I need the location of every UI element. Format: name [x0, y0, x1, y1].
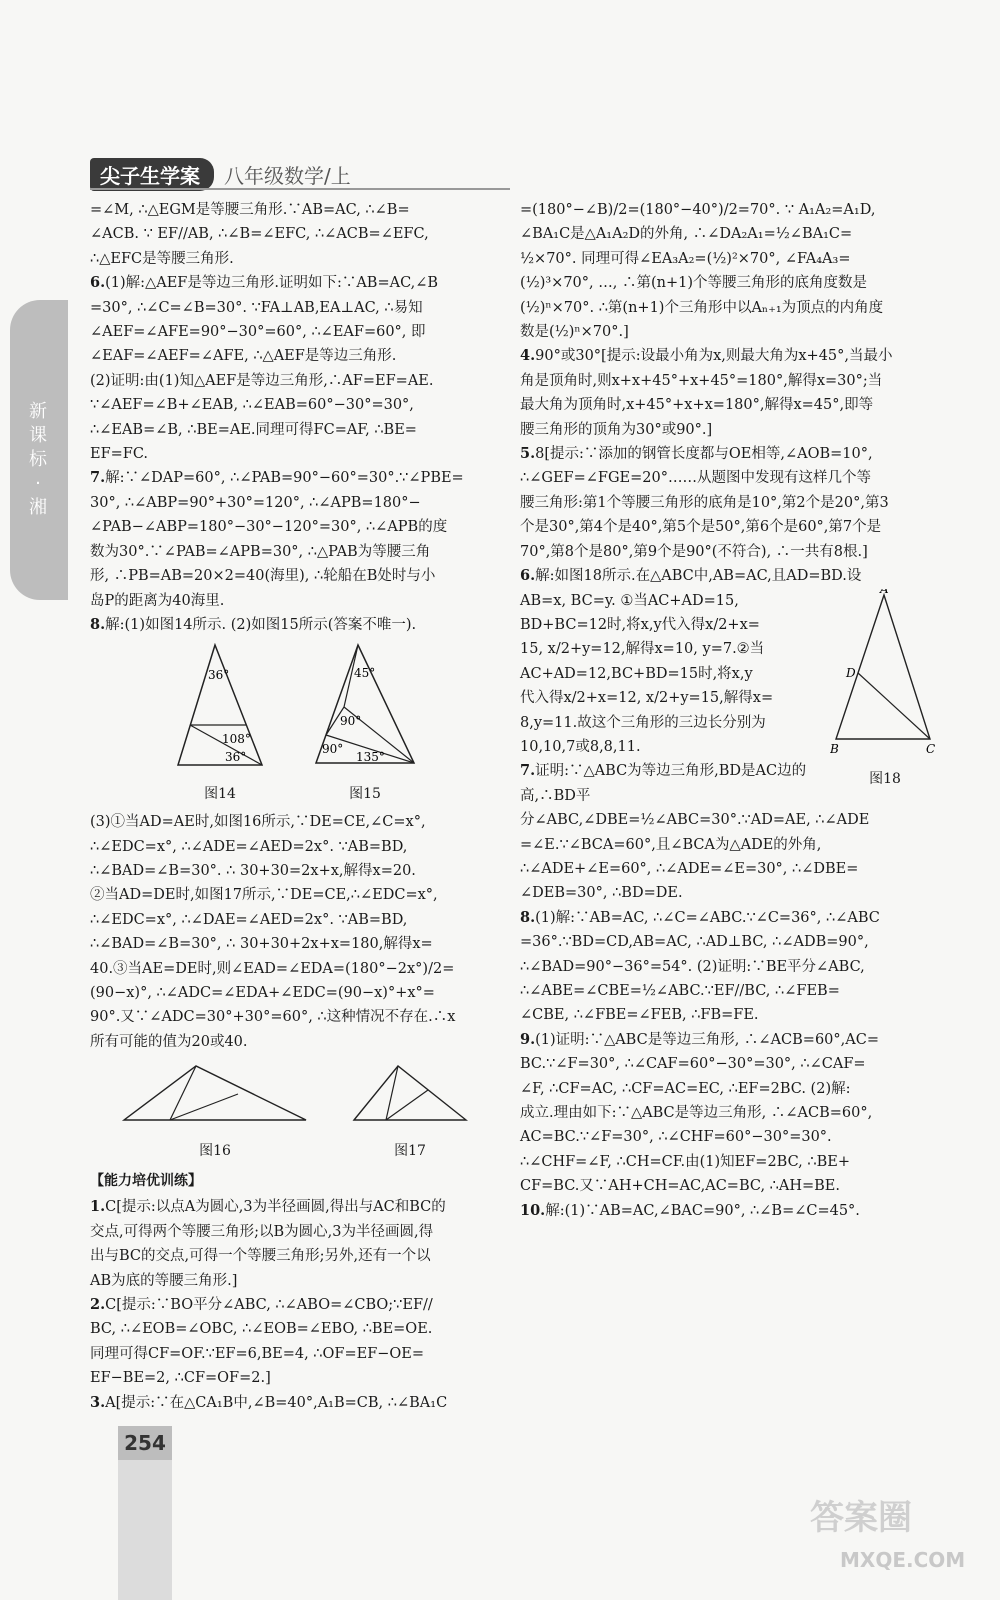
- side-tab: [10, 300, 68, 600]
- choice-1: [90, 1195, 500, 1219]
- text-line: CF=BC.又∵AH+CH=AC,AC=BC, ∴AH=BE.: [520, 1178, 841, 1195]
- question-number: 6.: [520, 567, 536, 585]
- text-line: (2)证明:由(1)知△AEF是等边三角形,∴AF=EF=AE.: [90, 372, 434, 389]
- text-line: ∴∠CHF=∠F, ∴CH=CF.由(1)知EF=2BC, ∴BE+: [520, 1153, 851, 1170]
- question-number: 6.: [90, 274, 106, 292]
- fig15-angle-c: 135°: [356, 750, 385, 765]
- text-line: AC+AD=12,BC+BD=15时,将x,y: [520, 665, 753, 682]
- text-line: 解:∵∠DAP=60°, ∴∠PAB=90°−60°=30°.∵∠PBE=: [105, 470, 464, 487]
- text-line: 最大角为顶角时,x+45°+x+x=180°,解得x=45°,即等: [520, 397, 874, 414]
- figure-14-diagram: [170, 643, 270, 773]
- text-line: ∠ACB. ∵ EF//AB, ∴∠B=∠EFC, ∴∠ACB=∠EFC,: [90, 226, 429, 243]
- text-line: ∴∠EDC=x°, ∴∠DAE=∠AED=2x°. ∵AB=BD,: [90, 911, 408, 928]
- text-line: (90−x)°, ∴∠ADC=∠EDA+∠EDC=(90−x)°+x°=: [90, 984, 435, 1001]
- text-line: ½×70°. 同理可得∠EA₃A₂=(½)²×70°, ∠FA₄A₃=: [520, 250, 851, 267]
- figure-15: [310, 643, 420, 806]
- svg-text:D: D: [846, 665, 856, 680]
- text-line: 解:(1)如图14所示. (2)如图15所示(答案不唯一).: [105, 616, 417, 633]
- text-line: 40.③当AE=DE时,则∠EAD=∠EDA=(180°−2x°)/2=: [90, 960, 455, 977]
- choice-4: [520, 344, 940, 368]
- text-line: 腰三角形的顶角为30°或90°.]: [520, 421, 713, 438]
- text-line: 同理可得CF=OF.∵EF=6,BE=4, ∴OF=EF−OE=: [90, 1345, 425, 1362]
- text-line: ∴∠BAD=∠B=30°, ∴ 30+30+2x+x=180,解得x=: [90, 936, 433, 953]
- text-line: ∠CBE, ∴∠FBE=∠FEB, ∴FB=FE.: [520, 1007, 759, 1024]
- text-line: 解:(1)∵AB=AC,∠BAC=90°, ∴∠B=∠C=45°.: [545, 1202, 860, 1219]
- question-number: 9.: [520, 1030, 536, 1048]
- fig14-angle-bottom: 36°: [225, 750, 247, 765]
- question-number: 5.: [520, 445, 536, 463]
- text-line: =∠E.∵∠BCA=60°,且∠BCA为△ADE的外角,: [520, 836, 822, 853]
- side-label: 新课标·湘: [29, 401, 49, 518]
- svg-text:B: B: [830, 741, 839, 756]
- figures-14-15: [90, 643, 500, 806]
- text-line: EF−BE=2, ∴CF=OF=2.]: [90, 1370, 271, 1387]
- text-line: ∠AEF=∠AFE=90°−30°=60°, ∴∠EAF=60°, 即: [90, 324, 426, 341]
- text-line: 70°,第8个是80°,第9个是90°(不符合), ∴一共有8根.]: [520, 543, 868, 560]
- question-number: 4.: [520, 347, 536, 365]
- figure-18: [830, 589, 940, 792]
- text-line: ∴△EFC是等腰三角形.: [90, 250, 234, 267]
- text-line: 数是(½)ⁿ×70°.]: [520, 324, 629, 341]
- figure-17-diagram: [350, 1060, 470, 1130]
- text-line: 腰三角形:第1个等腰三角形的底角是10°,第2个是20°,第3: [520, 494, 889, 511]
- text-line: 90°或30°[提示:设最小角为x,则最大角为x+45°,当最小: [535, 348, 893, 365]
- figure-17: [350, 1060, 470, 1163]
- watermark-logo: 答案圈: [810, 1498, 912, 1538]
- text-line: ∠EAF=∠AEF=∠AFE, ∴△AEF是等边三角形.: [90, 348, 397, 365]
- text-line: 成立.理由如下:∵△ABC是等边三角形, ∴∠ACB=60°,: [520, 1105, 873, 1122]
- choice-2: [90, 1293, 500, 1317]
- text-line: ∠PAB−∠ABP=180°−30°−120°=30°, ∴∠APB的度: [90, 519, 448, 536]
- figure-14-caption: 图14: [204, 785, 236, 802]
- text-line: ∠DEB=30°, ∴BD=DE.: [520, 885, 683, 902]
- text-line: 15, x/2+y=12,解得x=10, y=7.②当: [520, 641, 765, 658]
- text-line: ∠BA₁C是△A₁A₂D的外角, ∴∠DA₂A₁=½∠BA₁C=: [520, 226, 853, 243]
- section-title: 【能力培优训练】: [90, 1173, 202, 1189]
- question-6-right: [520, 564, 940, 588]
- text-line: 岛P的距离为40海里.: [90, 592, 225, 609]
- text-line: =30°, ∴∠C=∠B=30°. ∵FA⊥AB,EA⊥AC, ∴易知: [90, 299, 423, 316]
- question-number: 10.: [520, 1201, 546, 1219]
- text-line: ∵∠AEF=∠B+∠EAB, ∴∠EAB=60°−30°=30°,: [90, 397, 414, 414]
- question-10-right: [520, 1199, 940, 1223]
- text-line: ∴∠GEF=∠FGE=20°……从题图中发现有这样几个等: [520, 470, 871, 487]
- text-line: C[提示:以点A为圆心,3为半径画圆,得出与AC和BC的: [105, 1199, 446, 1216]
- choice-3: [90, 1391, 500, 1415]
- text-line: AB=x, BC=y. ①当AC+AD=15,: [520, 592, 739, 609]
- fig15-angle-top: 45°: [354, 666, 376, 681]
- text-line: =36°.∵BD=CD,AB=AC, ∴AD⊥BC, ∴∠ADB=90°,: [520, 934, 869, 951]
- figure-15-diagram: [310, 643, 420, 773]
- text-line: 证明:∵△ABC为等边三角形,BD是AC边的高,∴BD平: [520, 763, 807, 804]
- text-line: 10,10,7或8,8,11.: [520, 738, 641, 755]
- text-line: BD+BC=12时,将x,y代入得x/2+x=: [520, 616, 760, 633]
- text-line: ∴∠BAD=∠B=30°. ∴ 30+30=2x+x,解得x=20.: [90, 862, 416, 879]
- question-number: 3.: [90, 1393, 106, 1411]
- question-number: 7.: [520, 762, 536, 780]
- figure-16-diagram: [120, 1060, 310, 1130]
- svg-text:C: C: [926, 741, 936, 756]
- figure-16: [120, 1060, 310, 1163]
- text-line: EF=FC.: [90, 446, 149, 463]
- fig15-angle-b: 90°: [322, 742, 344, 757]
- watermark-url: MXQE.COM: [840, 1548, 966, 1572]
- question-number: 8.: [90, 615, 106, 633]
- text-line: A[提示:∵在△CA₁B中,∠B=40°,A₁B=CB, ∴∠BA₁C: [105, 1394, 448, 1411]
- text-line: (1)解:∵AB=AC, ∴∠C=∠ABC.∵∠C=36°, ∴∠ABC: [535, 909, 880, 926]
- question-8: [90, 613, 500, 637]
- text-line: (½)³×70°, …, ∴第(n+1)个等腰三角形的底角度数是: [520, 275, 867, 292]
- text-line: (1)解:△AEF是等边三角形.证明如下:∵AB=AC,∠B: [105, 275, 439, 292]
- question-8-right: [520, 906, 940, 930]
- page-number: 254: [118, 1426, 172, 1460]
- text-line: BC, ∴∠EOB=∠OBC, ∴∠EOB=∠EBO, ∴BE=OE.: [90, 1321, 433, 1338]
- question-7: [90, 466, 500, 490]
- text-line: ∴∠BAD=90°−36°=54°. (2)证明:∵BE平分∠ABC,: [520, 958, 865, 975]
- figure-15-caption: 图15: [349, 785, 381, 802]
- subject-title: 八年级数学/上: [224, 163, 351, 188]
- figure-16-caption: 图16: [199, 1142, 231, 1159]
- header-divider: [90, 188, 510, 190]
- text-line: ∴∠ABE=∠CBE=½∠ABC.∵EF//BC, ∴∠FEB=: [520, 983, 840, 999]
- text-line: (1)证明:∵△ABC是等边三角形, ∴∠ACB=60°,AC=: [535, 1031, 879, 1048]
- left-column: [90, 198, 500, 1415]
- text-line: C[提示:∵BO平分∠ABC, ∴∠ABO=∠CBO;∵EF//: [105, 1297, 433, 1314]
- text-line: 所有可能的值为20或40.: [90, 1033, 248, 1050]
- text-line: 8[提示:∵添加的钢管长度都与OE相等,∠AOB=10°,: [535, 446, 873, 463]
- figure-17-caption: 图17: [394, 1142, 426, 1159]
- text-line: AC=BC.∵∠F=30°, ∴∠CHF=60°−30°=30°.: [520, 1129, 832, 1146]
- text-line: 8,y=11.故这个三角形的三边长分别为: [520, 714, 766, 731]
- fig14-angle-top: 36°: [208, 668, 230, 683]
- text-line: (3)①当AD=AE时,如图16所示,∵DE=CE,∠C=x°,: [90, 814, 426, 831]
- question-9-right: [520, 1028, 940, 1052]
- figure-18-caption: 图18: [869, 770, 901, 787]
- text-line: 90°.又∵∠ADC=30°+30°=60°, ∴这种情况不存在.∴x: [90, 1009, 456, 1026]
- right-column: [520, 198, 940, 1223]
- text-line: ∠F, ∴CF=AC, ∴CF=AC=EC, ∴EF=2BC. (2)解:: [520, 1080, 851, 1097]
- text-line: =(180°−∠B)/2=(180°−40°)/2=70°. ∵ A₁A₂=A₁D,: [520, 202, 876, 218]
- question-6: [90, 271, 500, 295]
- question-number: 2.: [90, 1296, 106, 1314]
- question-number: 8.: [520, 908, 536, 926]
- question-number: 7.: [90, 469, 106, 487]
- text-line: ∴∠EDC=x°, ∴∠ADE=∠AED=2x°. ∵AB=BD,: [90, 838, 408, 855]
- fig15-angle-a: 90°: [340, 714, 362, 729]
- text-line: BC.∵∠F=30°, ∴∠CAF=60°−30°=30°, ∴∠CAF=: [520, 1056, 866, 1073]
- text-line: 出与BC的交点,可得一个等腰三角形;另外,还有一个以: [90, 1248, 431, 1265]
- text-line: 角是顶角时,则x+x+45°+x+45°=180°,解得x=30°;当: [520, 372, 883, 389]
- text-line: 代入得x/2+x=12, x/2+y=15,解得x=: [520, 690, 774, 707]
- text-line: 30°, ∴∠ABP=90°+30°=120°, ∴∠APB=180°−: [90, 494, 421, 511]
- text-line: ②当AD=DE时,如图17所示,∵DE=CE,∴∠EDC=x°,: [90, 887, 438, 904]
- figure-18-diagram: [830, 589, 940, 759]
- fig14-angle-mid: 108°: [222, 732, 251, 747]
- text-line: 数为30°.∵∠PAB=∠APB=30°, ∴△PAB为等腰三角: [90, 543, 431, 560]
- svg-text:A: A: [880, 588, 889, 596]
- text-line: 分∠ABC,∠DBE=½∠ABC=30°.∵AD=AE, ∴∠ADE: [520, 812, 870, 829]
- text-line: ∴∠EAB=∠B, ∴BE=AE.同理可得FC=AF, ∴BE=: [90, 421, 417, 438]
- figure-14: [170, 643, 270, 806]
- page-number-tab: [118, 1460, 172, 1600]
- page-header: [90, 160, 351, 188]
- text-line: =∠M, ∴△EGM是等腰三角形.∵AB=AC, ∴∠B=: [90, 202, 410, 218]
- choice-5: [520, 442, 940, 466]
- text-line: 解:如图18所示.在△ABC中,AB=AC,且AD=BD.设: [535, 568, 862, 585]
- brand-title: 尖子生学案: [90, 158, 214, 191]
- text-line: 个是30°,第4个是40°,第5个是50°,第6个是60°,第7个是: [520, 519, 882, 536]
- question-number: 1.: [90, 1198, 106, 1216]
- text-line: ∴∠ADE+∠E=60°, ∴∠ADE=∠E=30°, ∴∠DBE=: [520, 860, 859, 877]
- text-line: 形, ∴PB=AB=20×2=40(海里), ∴轮船在B处时与小: [90, 568, 436, 585]
- text-line: AB为底的等腰三角形.]: [90, 1272, 238, 1289]
- text-line: 交点,可得两个等腰三角形;以B为圆心,3为半径画圆,得: [90, 1223, 434, 1240]
- text-line: (½)ⁿ×70°. ∴第(n+1)个三角形中以Aₙ₊₁为顶点的内角度: [520, 299, 884, 316]
- figures-16-17: [90, 1060, 500, 1163]
